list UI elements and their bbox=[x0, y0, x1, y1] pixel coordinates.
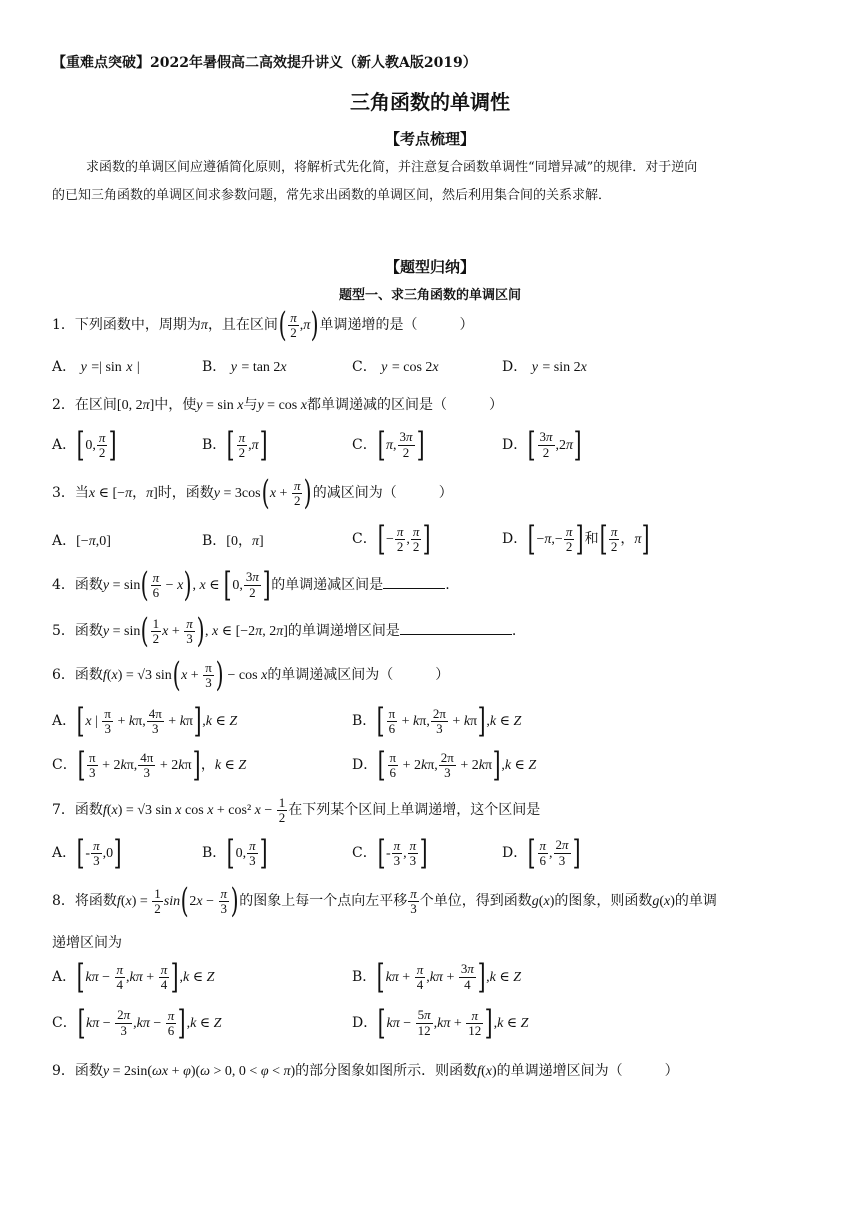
answer-blank[interactable] bbox=[383, 574, 445, 589]
option-d[interactable]: D．[ $\frac{\pi}{6}$ + 2kπ, $\frac{2\pi}{3}$ + 2kπ],k ∈ Z bbox=[352, 745, 537, 785]
question-3: 3．当x ∈ [−π，π]时，函数y = 3cos(x + $\frac{\pi}{2}$ )的减区间为（ ） bbox=[52, 473, 453, 513]
subsection-title: 题型一、求三角函数的单调区间 bbox=[338, 288, 521, 303]
question-4: 4．函数y = sin( $\frac{\pi}{6}$ − x), x ∈ [0, $\frac{3\pi}{2}$ ]的单调递减区间是 . bbox=[52, 565, 450, 605]
option-a[interactable]: A． y =| sin x | bbox=[52, 359, 140, 375]
option-b[interactable]: B．[kπ + $\frac{\pi}{4}$ ,kπ + $\frac{3\pi}{4}$ ],k ∈ Z bbox=[352, 957, 522, 997]
section-title-tixing: 【题型归纳】 bbox=[384, 258, 475, 276]
option-a[interactable]: A．[−π,0] bbox=[52, 533, 111, 549]
option-d[interactable]: D．[kπ − $\frac{5\pi}{12}$ ,kπ + $\frac{\pi}{12}$ ],k ∈ Z bbox=[352, 1003, 529, 1043]
intro-paragraph-line1: 求函数的单调区间应遵循简化原则，将解析式先化简，并注意复合函数单调性“同增异减”的规律．对于逆向 bbox=[86, 160, 698, 175]
intro-paragraph-line2: 的已知三角函数的单调区间求参数问题，常先求出函数的单调区间，然后利用集合间的关系求解． bbox=[52, 188, 612, 203]
option-c[interactable]: C．[kπ − $\frac{2\pi}{3}$ ,kπ − $\frac{\pi}{6}$ ],k ∈ Z bbox=[52, 1003, 222, 1043]
option-d[interactable]: D．[ $\frac{3\pi}{2}$ ,2π] bbox=[502, 425, 582, 465]
option-d[interactable]: D．[−π,− $\frac{\pi}{2}$ ]和[ $\frac{\pi}{2}$ ，π] bbox=[502, 519, 651, 559]
answer-blank[interactable] bbox=[400, 620, 512, 635]
page-title: 三角函数的单调性 bbox=[350, 90, 510, 114]
section-title-kaodian: 【考点梳理】 bbox=[384, 130, 475, 148]
question-7: 7．函数f(x) = √3 sin x cos x + cos² x − $\frac{1}{2}$ 在下列某个区间上单调递增，这个区间是 bbox=[52, 795, 541, 825]
question-8: 8．将函数f(x) = $\frac{1}{2}$ sin(2x − $\frac{\pi}{3}$ )的图象上每一个点向左平移 $\frac{\pi}{3}$ 个单位，得到函数g(x)的图象，则函数g(x)的单调 bbox=[52, 881, 717, 921]
option-c[interactable]: C．[π, $\frac{3\pi}{2}$ ] bbox=[352, 425, 425, 465]
option-a[interactable]: A．[kπ − $\frac{\pi}{4}$ ,kπ + $\frac{\pi}{4}$ ],k ∈ Z bbox=[52, 957, 215, 997]
option-c[interactable]: C．[− $\frac{\pi}{2}$ , $\frac{\pi}{2}$ ] bbox=[352, 519, 432, 559]
option-a[interactable]: A．[x | $\frac{\pi}{3}$ + kπ, $\frac{4\pi}{3}$ + kπ],k ∈ Z bbox=[52, 701, 238, 741]
option-a[interactable]: A．[0, $\frac{\pi}{2}$ ] bbox=[52, 425, 118, 465]
option-d[interactable]: D． y = sin 2x bbox=[502, 359, 587, 375]
option-c[interactable]: C．[ $\frac{\pi}{3}$ + 2kπ, $\frac{4\pi}{3}$ + 2kπ]，k ∈ Z bbox=[52, 745, 247, 785]
option-b[interactable]: B．[0, $\frac{\pi}{3}$ ] bbox=[202, 833, 268, 873]
option-d[interactable]: D．[ $\frac{\pi}{6}$ , $\frac{2\pi}{3}$ ] bbox=[502, 833, 581, 873]
question-5: 5．函数y = sin( $\frac{1}{2}$ x + $\frac{\pi}{3}$ ), x ∈ [−2π, 2π]的单调递增区间是 . bbox=[52, 611, 517, 651]
option-c[interactable]: C．[- $\frac{\pi}{3}$ , $\frac{\pi}{3}$ ] bbox=[352, 833, 428, 873]
option-c[interactable]: C． y = cos 2x bbox=[352, 359, 439, 375]
option-b[interactable]: B．[0，π] bbox=[202, 533, 264, 549]
option-b[interactable]: B．[ $\frac{\pi}{2}$ ,π] bbox=[202, 425, 268, 465]
header-text: 【重难点突破】2022年暑假高二高效提升讲义（新人教A版2019） bbox=[52, 55, 477, 71]
question-2: 2．在区间[0, 2π]中，使y = sin x与y = cos x都单调递减的区间是（ ） bbox=[52, 397, 503, 413]
option-a[interactable]: A．[- $\frac{\pi}{3}$ ,0] bbox=[52, 833, 122, 873]
question-9: 9．函数y = 2sin(ωx + φ)(ω > 0, 0 < φ < π)的部分图象如图所示．则函数f(x)的单调递增区间为（ ） bbox=[52, 1063, 679, 1079]
question-1: 1．下列函数中，周期为π，且在区间( $\frac{\pi}{2}$ ,π)单调递增的是（ ） bbox=[52, 305, 474, 345]
question-8-line2: 递增区间为 bbox=[52, 935, 122, 951]
question-6: 6．函数f(x) = √3 sin(x + $\frac{\pi}{3}$ ) − cos x的单调递减区间为（ ） bbox=[52, 655, 450, 695]
option-b[interactable]: B．[ $\frac{\pi}{6}$ + kπ, $\frac{2\pi}{3}$ + kπ],k ∈ Z bbox=[352, 701, 522, 741]
option-b[interactable]: B． y = tan 2x bbox=[202, 359, 287, 375]
